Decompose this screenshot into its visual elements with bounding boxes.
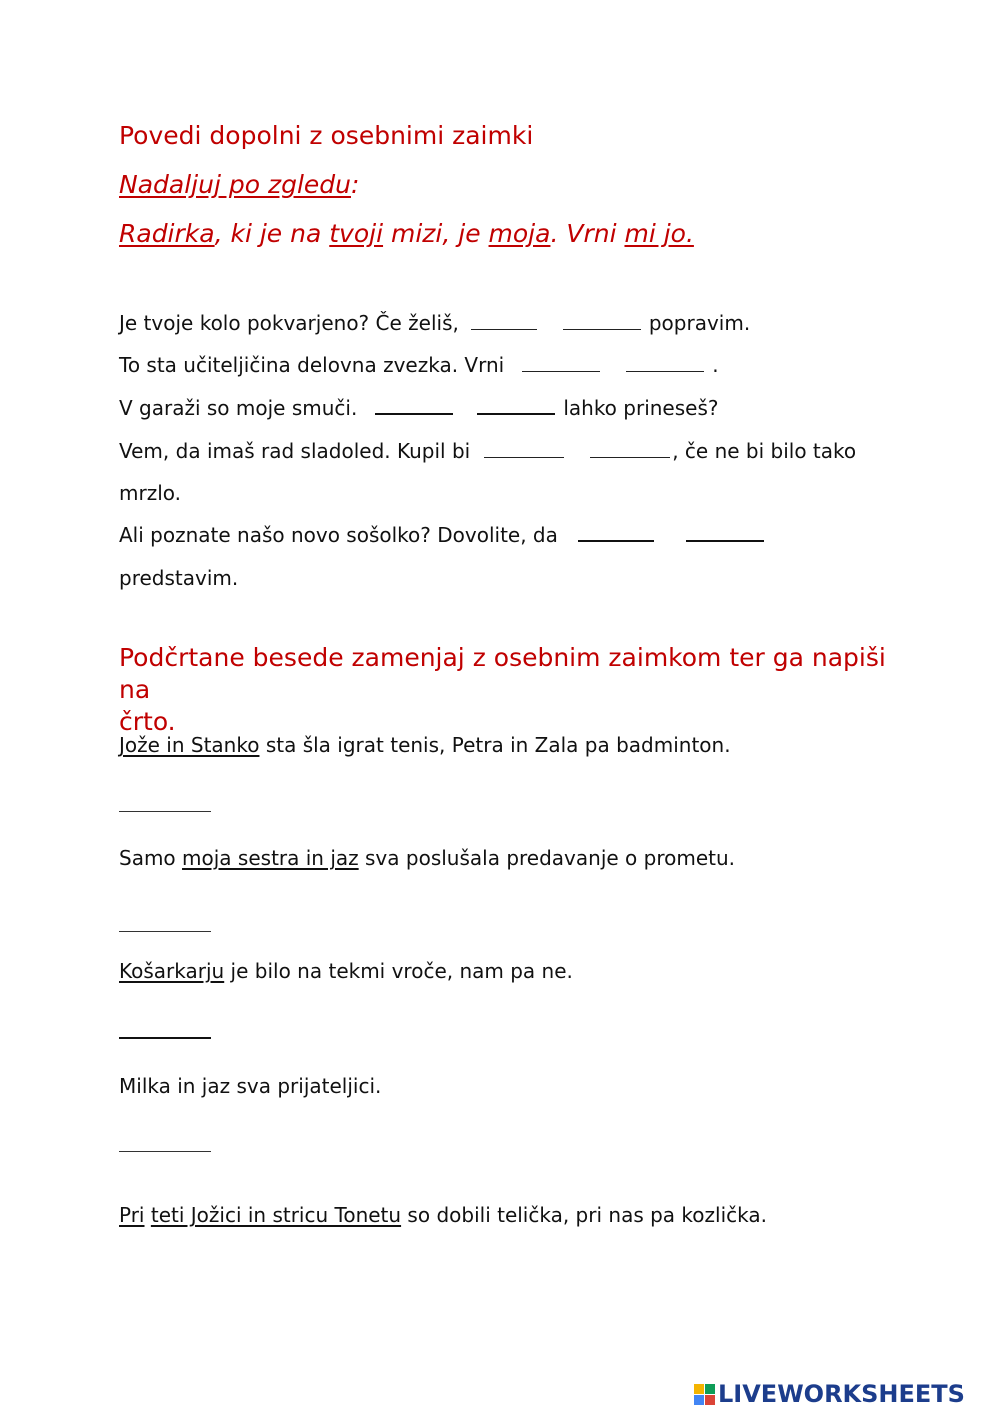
answer-line[interactable] (119, 930, 211, 932)
exercise-sentence-4: Milka in jaz sva prijateljici. (119, 1074, 382, 1098)
instruction-text: Nadaljuj po zgledu (119, 170, 351, 199)
sentence-5 (119, 523, 772, 547)
section1-title: Povedi dopolni z osebnimi zaimki (119, 121, 534, 150)
answer-line[interactable] (119, 1150, 211, 1152)
instruction-colon: : (350, 170, 360, 199)
sentence-text: je bilo na tekmi vroče, nam pa ne. (224, 959, 573, 983)
example-text-1: , ki je na (214, 219, 330, 248)
answer-blank[interactable] (522, 370, 600, 372)
sentence-4-continuation: mrzlo. (119, 481, 182, 505)
sentence-text: lahko prineseš? (563, 396, 719, 420)
instruction (119, 170, 359, 199)
example-word-1: Radirka (119, 219, 215, 248)
sentence-text: To sta učiteljičina delovna zvezka. Vrni (119, 353, 505, 377)
underlined-phrase: Pri (119, 1203, 145, 1227)
sentence-1 (119, 311, 750, 335)
exercise-sentence-5 (119, 1203, 767, 1227)
sentence-text: popravim. (648, 311, 751, 335)
answer-blank[interactable] (590, 456, 670, 458)
exercise-sentence-1 (119, 733, 731, 757)
sentence-text: sta šla igrat tenis, Petra in Zala pa badminton. (259, 733, 731, 757)
underlined-phrase: teti Jožici in stricu Tonetu (150, 1203, 402, 1227)
exercise-sentence-2 (119, 846, 735, 870)
underlined-phrase: moja sestra in jaz (182, 846, 359, 870)
sentence-text: . (712, 353, 719, 377)
sentence-text: Vem, da imaš rad sladoled. Kupil bi (119, 439, 471, 463)
example-text-2: mizi, je (383, 219, 489, 248)
answer-blank[interactable] (484, 456, 564, 458)
underlined-phrase: Jože in Stanko (119, 733, 260, 757)
sentence-text: Samo (119, 846, 183, 870)
sentence-2 (119, 353, 719, 377)
section2-title (119, 642, 909, 738)
section2-title-line: črto. (119, 707, 176, 736)
sentence-4 (119, 439, 856, 463)
example-sentence (119, 219, 694, 248)
sentence-text: Je tvoje kolo pokvarjeno? Če želiš, (119, 311, 459, 335)
sentence-5-continuation: predstavim. (119, 566, 239, 590)
answer-blank[interactable] (626, 370, 704, 372)
sentence-3 (119, 396, 719, 420)
example-text-3: . Vrni (550, 219, 625, 248)
answer-blank[interactable] (578, 539, 654, 542)
liveworksheets-brand: LIVEWORKSHEETS (718, 1380, 965, 1408)
example-word-4: mi jo. (624, 219, 694, 248)
exercise-sentence-3 (119, 959, 573, 983)
answer-line[interactable] (119, 810, 211, 812)
answer-blank[interactable] (375, 412, 453, 415)
answer-blank[interactable] (471, 328, 537, 330)
answer-line[interactable] (119, 1036, 211, 1039)
sentence-text: V garaži so moje smuči. (119, 396, 358, 420)
liveworksheets-logo-icon (694, 1384, 715, 1405)
example-word-3: moja (488, 219, 551, 248)
answer-blank[interactable] (563, 328, 641, 330)
sentence-text: sva poslušala predavanje o prometu. (358, 846, 736, 870)
sentence-text: Ali poznate našo novo sošolko? Dovolite, da (119, 523, 558, 547)
underlined-phrase: Košarkarju (119, 959, 225, 983)
liveworksheets-logo[interactable] (694, 1380, 965, 1408)
example-word-2: tvoji (329, 219, 384, 248)
answer-blank[interactable] (686, 539, 764, 542)
section2-title-line: Podčrtane besede zamenjaj z osebnim zaimkom ter ga napiši na (119, 643, 886, 704)
sentence-text: , če ne bi bilo tako (672, 439, 857, 463)
answer-blank[interactable] (477, 412, 555, 415)
sentence-text: so dobili telička, pri nas pa kozlička. (401, 1203, 767, 1227)
